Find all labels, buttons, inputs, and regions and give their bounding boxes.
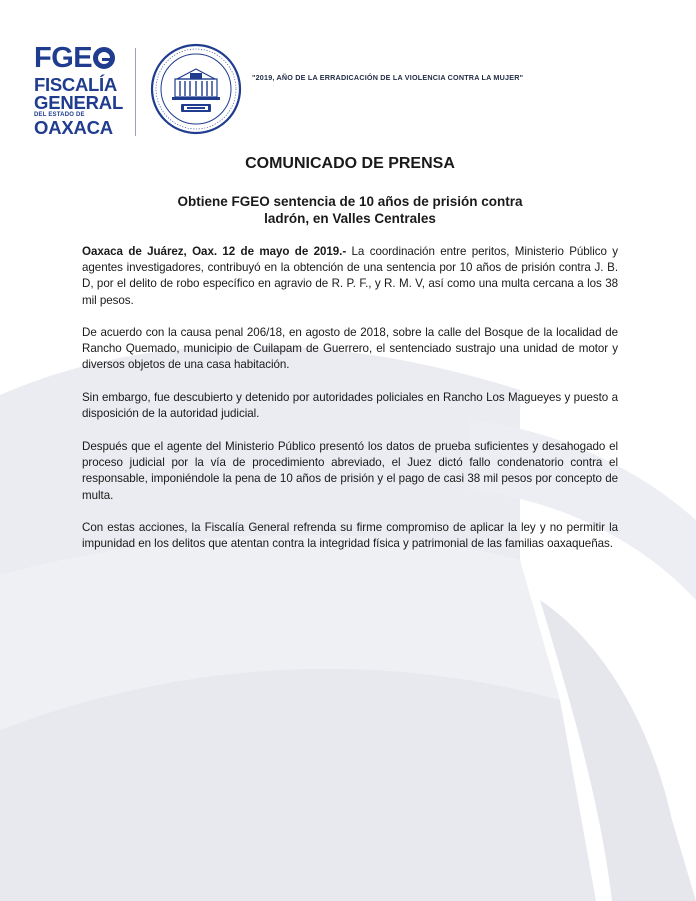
paragraph-2: De acuerdo con la causa penal 206/18, en agosto de 2018, sobre la calle del Bosque de la localidad de Rancho Quemado, municipio de Cuilapam de Guerrero, el sentenciado sustrajo una unidad de motor y diversos objetos de una casa habitación. [82, 326, 618, 372]
document-title: COMUNICADO DE PRENSA [245, 155, 455, 172]
logo-general-text: GENERAL [34, 92, 124, 113]
fgeo-wordmark [34, 44, 126, 72]
paragraph-4: Después que el agente del Ministerio Público presentó los datos de prueba suficientes y desahogado el proceso judicial por la vía de procedimiento abreviado, el Juez dictó fallo condenatorio contra el responsable, imponiéndole la pena de 10 años de prisión y el pago de casi 38 mil pesos por concepto de multa. [82, 440, 618, 502]
fgeo-logo [34, 44, 126, 140]
logo-oaxaca-text: OAXACA [34, 117, 113, 138]
subtitle-line-2: ladrón, en Valles Centrales [264, 211, 436, 226]
paragraph-1-text: La coordinación entre peritos, Ministerio Público y agentes investigadores, contribuyó en la obtención de una sentencia por 10 años de prisión contra J. B. D, por el delito de robo específico en agravio de R. P. F., y R. M. V, así como una multa cercana a los 38 mil pesos. [82, 245, 618, 307]
paragraph-5: Con estas acciones, la Fiscalía General refrenda su firme compromiso de aplicar la ley y no permitir la impunidad en los delitos que atentan contra la integridad física y patrimonial de las familias oaxaqueñas. [82, 521, 618, 551]
logo-fgeo-text: FGE [34, 42, 93, 74]
fiscalia-seal-icon [150, 43, 242, 135]
dateline: Oaxaca de Juárez, Oax. 12 de mayo de 2019.- [82, 245, 347, 258]
header-divider [135, 48, 136, 136]
document-subtitle [82, 193, 618, 227]
logo-o-icon [93, 47, 115, 69]
slogan-text: "2019, AÑO DE LA ERRADICACIÓN DE LA VIOLENCIA CONTRA LA MUJER" [252, 73, 524, 82]
paragraph-3: Sin embargo, fue descubierto y detenido por autoridades policiales en Rancho Los Magueyes y puesto a disposición de la autoridad judicial. [82, 391, 618, 421]
logo-del-estado-text: DEL ESTADO DE [34, 112, 85, 118]
paragraph-1 [82, 244, 618, 309]
subtitle-line-1: Obtiene FGEO sentencia de 10 años de prisión contra [177, 194, 523, 209]
letterhead [0, 0, 696, 150]
logo-fiscalia-text: FISCALÍA [34, 74, 117, 95]
